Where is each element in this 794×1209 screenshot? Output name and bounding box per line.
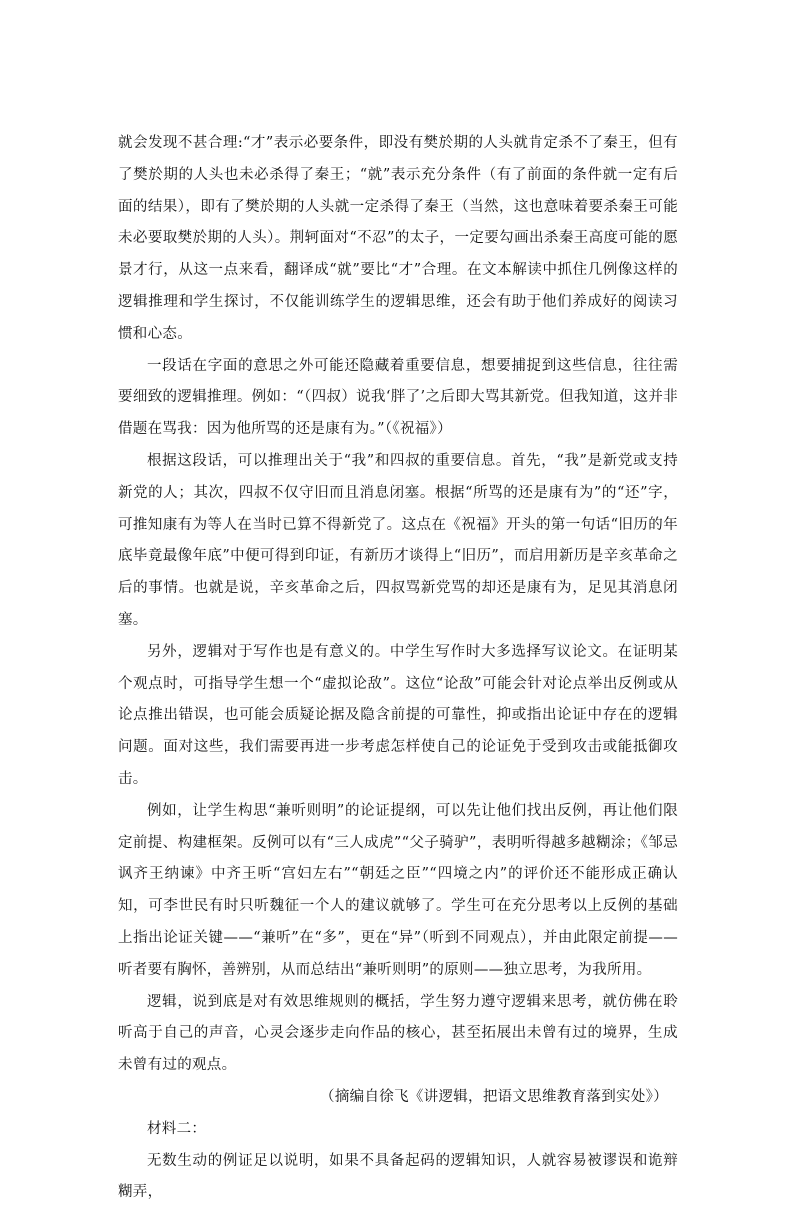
paragraph-1: 就会发现不甚合理:“才”表示必要条件，即没有樊於期的人头就肯定杀不了秦王，但有了樊於期的人头也未必杀得了秦王；“就”表示充分条件（有了前面的条件就一定有后面的结果），即有了樊於期的人头就一定杀得了秦王（当然，这也意味着要杀秦王可能未必要取樊於期的人头）。荆轲面对“不忍”的太子，一定要勾画出杀秦王高度可能的愿景才行，从这一点来看，翻译成“就”要比“才”合理。在文本解读中抓住几例像这样的逻辑推理和学生探讨，不仅能训练学生的逻辑思维，还会有助于他们养成好的阅读习惯和心态。 xyxy=(118,128,678,351)
paragraph-6: 逻辑，说到底是对有效思维规则的概括，学生努力遵守逻辑来思考，就仿佛在聆听高于自己的声音，心灵会逐步走向作品的核心，甚至拓展出未曾有过的境界，生成未曾有过的观点。 xyxy=(118,987,678,1082)
document-page xyxy=(118,128,678,1209)
paragraph-5: 例如，让学生构思“兼听则明”的论证提纲，可以先让他们找出反例，再让他们限定前提、构建框架。反例可以有“三人成虎”“父子骑驴”，表明听得越多越糊涂；《邹忌讽齐王纳谏》中齐王听“宫妇左右”“朝廷之臣”“四境之内”的评价还不能形成正确认知，可李世民有时只听魏征一个人的建议就够了。学生可在充分思考以上反例的基础上指出论证关键——“兼听”在“多”，更在“异”（听到不同观点），并由此限定前提——听者要有胸怀，善辨别，从而总结出“兼听则明”的原则——独立思考，为我所用。 xyxy=(118,796,678,987)
material-label: 材料二： xyxy=(118,1114,678,1146)
paragraph-7: 无数生动的例证足以说明，如果不具备起码的逻辑知识，人就容易被谬误和诡辩糊弄， xyxy=(118,1146,678,1209)
source-citation: （摘编自徐飞《讲逻辑，把语文思维教育落到实处》） xyxy=(118,1082,678,1114)
paragraph-4: 另外，逻辑对于写作也是有意义的。中学生写作时大多选择写议论文。在证明某个观点时，可指导学生想一个“虚拟论敌”。这位“论敌”可能会针对论点举出反例或从论点推出错误，也可能会质疑论据及隐含前提的可靠性，抑或指出论证中存在的逻辑问题。面对这些，我们需要再进一步考虑怎样使自己的论证免于受到攻击或能抵御攻击。 xyxy=(118,637,678,796)
paragraph-2: 一段话在字面的意思之外可能还隐藏着重要信息，想要捕捉到这些信息，往往需要细致的逻辑推理。例如：“（四叔）说我‘胖了’之后即大骂其新党。但我知道，这并非借题在骂我：因为他所骂的还是康有为。”（《祝福》） xyxy=(118,351,678,446)
paragraph-3: 根据这段话，可以推理出关于“我”和四叔的重要信息。首先，“我”是新党或支持新党的人；其次，四叔不仅守旧而且消息闭塞。根据“所骂的还是康有为”的“还”字，可推知康有为等人在当时已算不得新党了。这点在《祝福》开头的第一句话“旧历的年底毕竟最像年底”中便可得到印证，有新历才谈得上“旧历”，而启用新历是辛亥革命之后的事情。也就是说，辛亥革命之后，四叔骂新党骂的却还是康有为，足见其消息闭塞。 xyxy=(118,446,678,637)
